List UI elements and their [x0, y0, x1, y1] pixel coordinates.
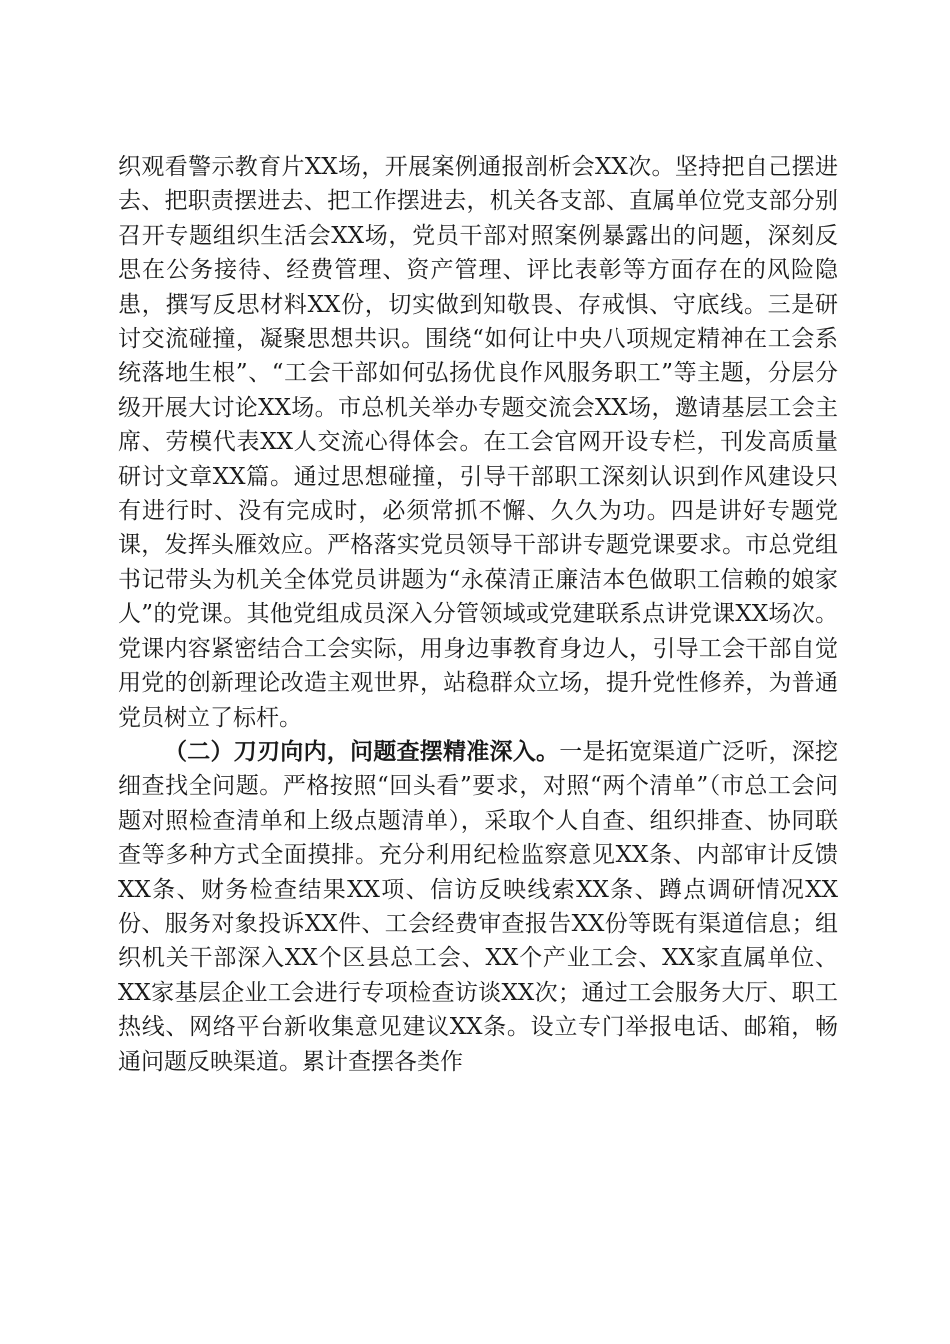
- section-heading: （二）刀刃向内，问题查摆精准深入。: [164, 737, 560, 765]
- paragraph-continued: 织观看警示教育片XX场，开展案例通报剖析会XX次。坚持把自己摆进去、把职责摆进去、把工作摆进去，机关各支部、直属单位党支部分别召开专题组织生活会XX场，党员干部对照案例暴露出的问题，深刻反思在公务接待、经费管理、资产管理、评比表彰等方面存在的风险隐患，撰写反思材料XX份，切实做到知敬畏、存戒惧、守底线。三是研讨交流碰撞，凝聚思想共识。围绕“如何让中央八项规定精神在工会系统落地生根”、“工会干部如何弘扬优良作风服务职工”等主题，分层分级开展大讨论XX场。市总机关举办专题交流会XX场，邀请基层工会主席、劳模代表XX人交流心得体会。在工会官网开设专栏，刊发高质量研讨文章XX篇。通过思想碰撞，引导干部职工深刻认识到作风建设只有进行时、没有完成时，必须常抓不懈、久久为功。四是讲好专题党课，发挥头雁效应。严格落实党员领导干部讲专题党课要求。市总党组书记带头为机关全体党员讲题为“永葆清正廉洁本色做职工信赖的娘家人”的党课。其他党组成员深入分管领域或党建联系点讲党课XX场次。党课内容紧密结合工会实际，用身边事教育身边人，引导工会干部自觉用党的创新理论改造主观世界，站稳群众立场，提升党性修养，为普通党员树立了标杆。: [118, 154, 838, 731]
- document-body: [118, 150, 838, 1079]
- paragraph-section-two: [118, 735, 838, 1079]
- paragraph-body: 一是拓宽渠道广泛听，深挖细查找全问题。严格按照“回头看”要求，对照“两个清单”（市总工会问题对照检查清单和上级点题清单），采取个人自查、组织排查、协同联查等多种方式全面摸排。充分利用纪检监察意见XX条、内部审计反馈XX条、财务检查结果XX项、信访反映线索XX条、蹲点调研情况XX份、服务对象投诉XX件、工会经费审查报告XX份等既有渠道信息；组织机关干部深入XX个区县总工会、XX个产业工会、XX家直属单位、XX家基层企业工会进行专项检查访谈XX次；通过工会服务大厅、职工热线、网络平台新收集意见建议XX条。设立专门举报电话、邮箱，畅通问题反映渠道。累计查摆各类作: [118, 738, 838, 1075]
